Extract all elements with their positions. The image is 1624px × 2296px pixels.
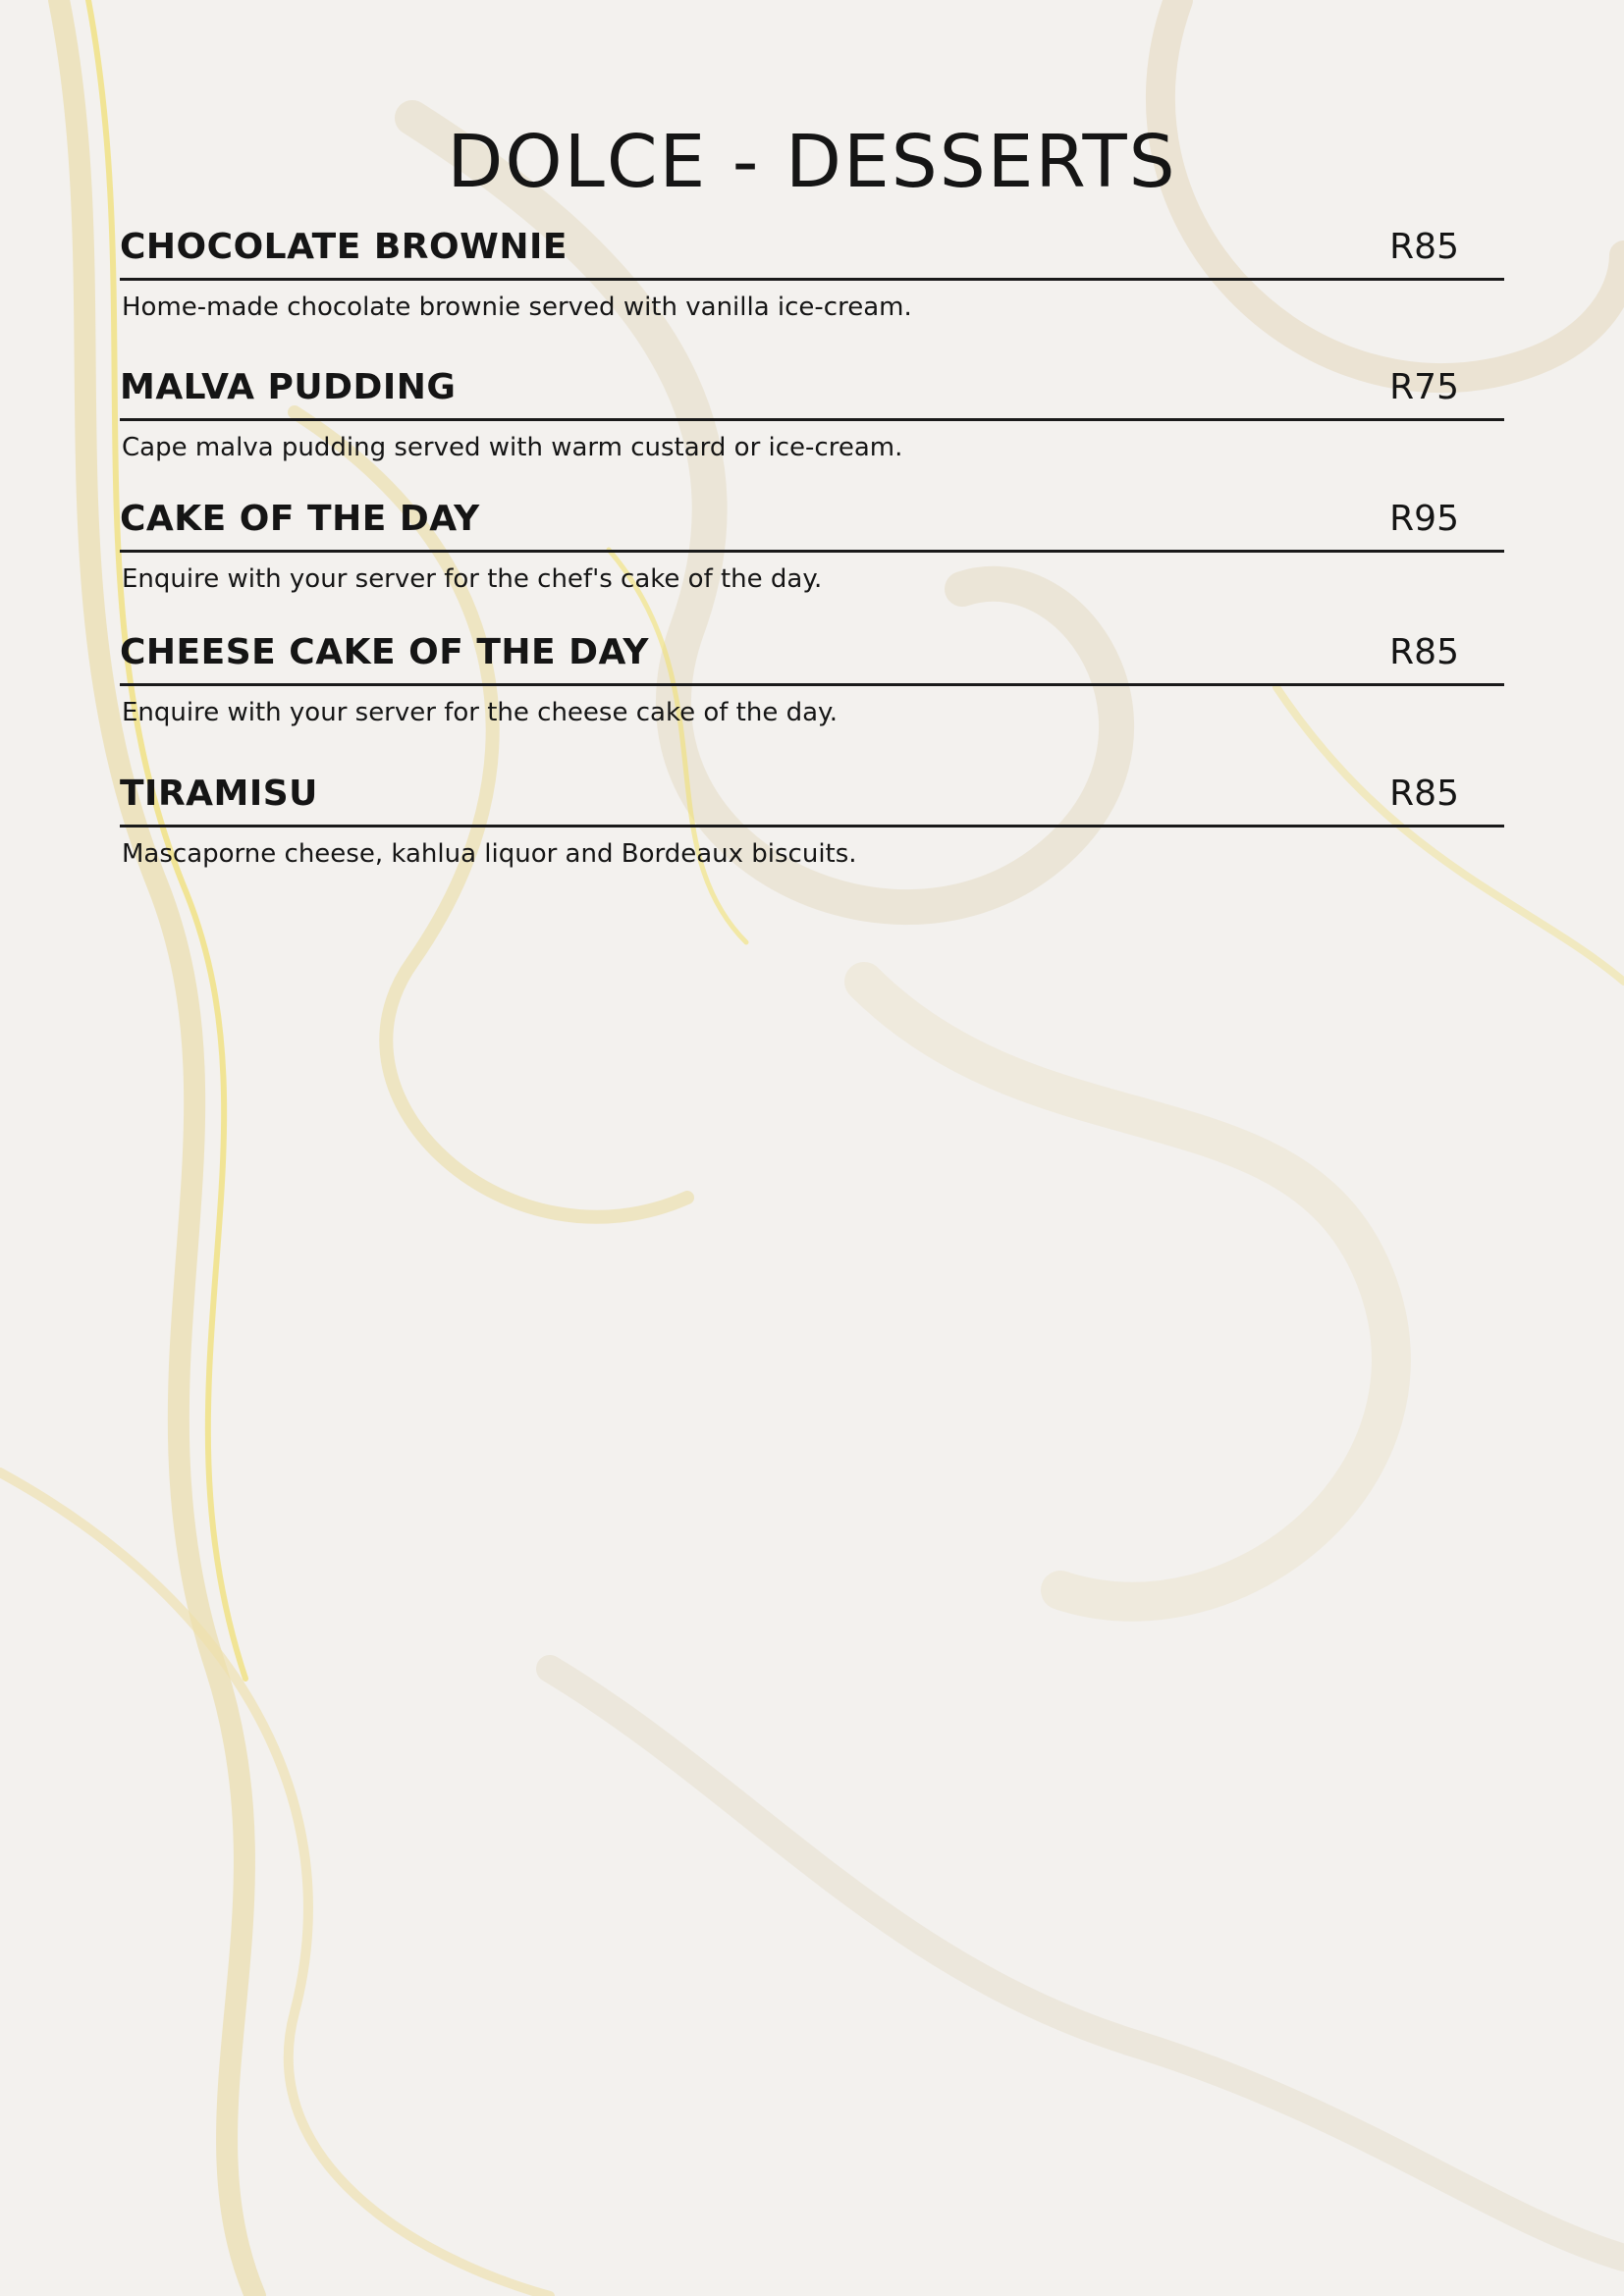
dish-price: R85 — [1389, 774, 1459, 814]
menu-item — [120, 768, 1504, 869]
dish-name: CHOCOLATE BROWNIE — [120, 227, 568, 267]
dish-description: Home-made chocolate brownie served with vanilla ice-cream. — [122, 293, 912, 322]
dish-description: Mascaporne cheese, kahlua liquor and Bordeaux biscuits. — [122, 839, 857, 869]
dish-description: Enquire with your server for the cheese cake of the day. — [122, 698, 838, 727]
dish-price: R85 — [1389, 227, 1459, 267]
menu-item — [120, 493, 1504, 594]
dish-price: R85 — [1389, 632, 1459, 672]
menu-item-header — [120, 221, 1504, 281]
menu-item — [120, 361, 1504, 462]
dish-price: R95 — [1389, 499, 1459, 539]
dish-name: TIRAMISU — [120, 774, 318, 814]
menu-item-header — [120, 768, 1504, 828]
dish-description: Cape malva pudding served with warm custard or ice-cream. — [122, 433, 903, 462]
menu-item-header — [120, 493, 1504, 553]
dish-name: MALVA PUDDING — [120, 367, 457, 407]
dish-name: CHEESE CAKE OF THE DAY — [120, 632, 649, 672]
dish-price: R75 — [1389, 367, 1459, 407]
menu-item-header — [120, 361, 1504, 421]
dish-description: Enquire with your server for the chef's cake of the day. — [122, 564, 823, 594]
menu-item — [120, 626, 1504, 727]
menu-item — [120, 221, 1504, 322]
dish-name: CAKE OF THE DAY — [120, 499, 480, 539]
menu-item-header — [120, 626, 1504, 686]
menu-title: DOLCE - DESSERTS — [447, 120, 1177, 204]
